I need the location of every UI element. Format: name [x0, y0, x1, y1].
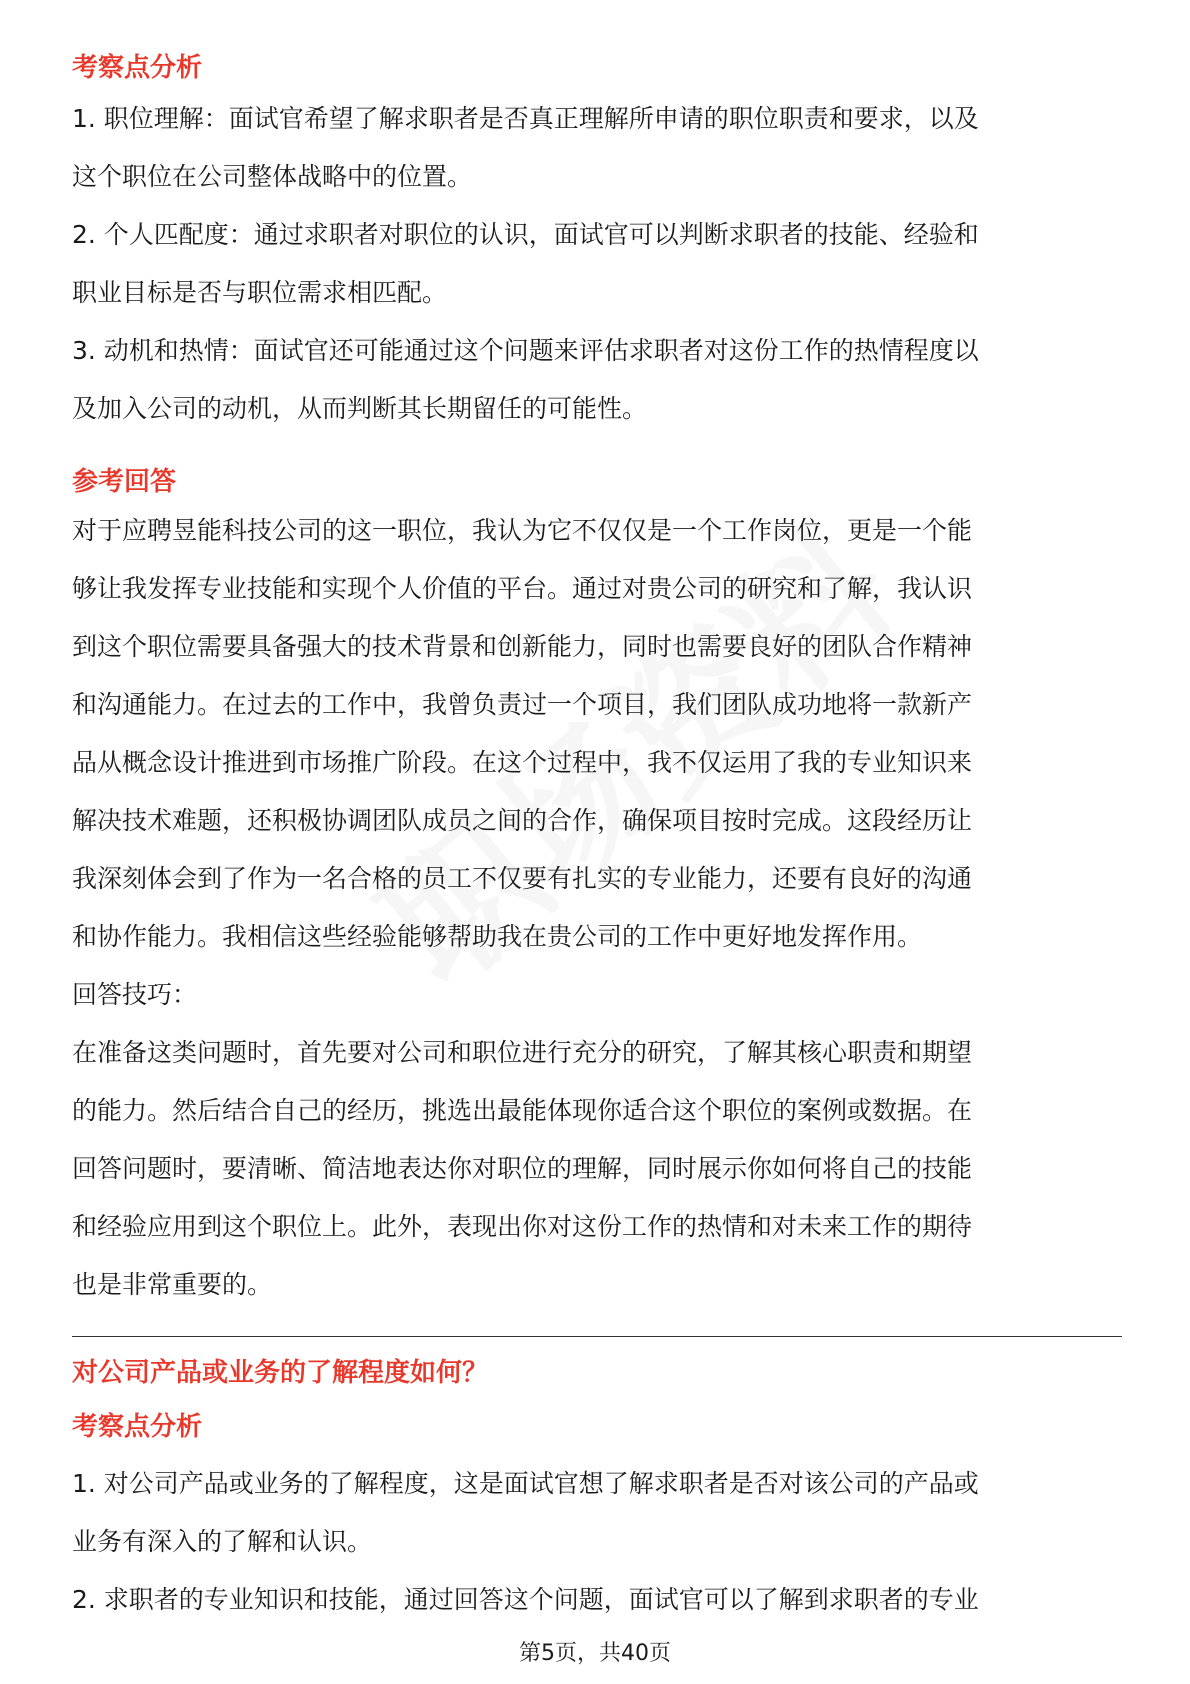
text-line: 回答问题时，要清晰、简洁地表达你对职位的理解，同时展示你如何将自己的技能 [72, 1154, 973, 1183]
text-line: 1. 职位理解：面试官希望了解求职者是否真正理解所申请的职位职责和要求，以及 [72, 104, 979, 133]
text-line: 也是非常重要的。 [72, 1270, 273, 1299]
analysis-item [72, 322, 1122, 438]
text-line: 和经验应用到这个职位上。此外，表现出你对这份工作的热情和对未来工作的期待 [72, 1212, 973, 1241]
text-line: 1. 对公司产品或业务的了解程度，这是面试官想了解求职者是否对该公司的产品或 [72, 1469, 979, 1498]
text-line: 在准备这类问题时，首先要对公司和职位进行充分的研究，了解其核心职责和期望 [72, 1038, 973, 1067]
text-line: 到这个职位需要具备强大的技术背景和创新能力，同时也需要良好的团队合作精神 [72, 632, 973, 661]
text-line: 和协作能力。我相信这些经验能够帮助我在贵公司的工作中更好地发挥作用。 [72, 922, 923, 951]
analysis-heading: 考察点分析 [72, 1412, 203, 1442]
text-line: 我深刻体会到了作为一名合格的员工不仅要有扎实的专业能力，还要有良好的沟通 [72, 864, 973, 893]
text-line: 对于应聘昱能科技公司的这一职位，我认为它不仅仅是一个工作岗位，更是一个能 [72, 516, 973, 545]
answer-paragraph [72, 502, 1122, 966]
analysis-heading: 考察点分析 [72, 53, 203, 83]
text-line: 2. 求职者的专业知识和技能，通过回答这个问题，面试官可以了解到求职者的专业 [72, 1585, 979, 1614]
analysis-item [72, 90, 1122, 206]
text-line: 及加入公司的动机，从而判断其长期留任的可能性。 [72, 394, 648, 423]
text-line: 和沟通能力。在过去的工作中，我曾负责过一个项目，我们团队成功地将一款新产 [72, 690, 973, 719]
analysis-item [72, 1455, 1122, 1571]
analysis-item [72, 1571, 1122, 1629]
text-line: 的能力。然后结合自己的经历，挑选出最能体现你适合这个职位的案例或数据。在 [72, 1096, 973, 1125]
question-title: 对公司产品或业务的了解程度如何？ [72, 1358, 489, 1388]
text-line: 业务有深入的了解和认识。 [72, 1527, 373, 1556]
text-line: 这个职位在公司整体战略中的位置。 [72, 162, 473, 191]
text-line: 职业目标是否与职位需求相匹配。 [72, 278, 448, 307]
analysis-item [72, 206, 1122, 322]
text-line: 3. 动机和热情：面试官还可能通过这个问题来评估求职者对这份工作的热情程度以 [72, 336, 979, 365]
document-page [72, 44, 1122, 1629]
text-line: 解决技术难题，还积极协调团队成员之间的合作，确保项目按时完成。这段经历让 [72, 806, 973, 835]
text-line: 品从概念设计推进到市场推广阶段。在这个过程中，我不仅运用了我的专业知识来 [72, 748, 973, 777]
text-line: 够让我发挥专业技能和实现个人价值的平台。通过对贵公司的研究和了解，我认识 [72, 574, 973, 603]
text-line: 2. 个人匹配度：通过求职者对职位的认识，面试官可以判断求职者的技能、经验和 [72, 220, 979, 249]
tips-paragraph [72, 1024, 1122, 1314]
reference-answer-heading: 参考回答 [72, 467, 177, 497]
tips-label: 回答技巧： [72, 980, 198, 1009]
section-divider [72, 1336, 1122, 1337]
page-number: 第5页，共40页 [519, 1641, 671, 1666]
